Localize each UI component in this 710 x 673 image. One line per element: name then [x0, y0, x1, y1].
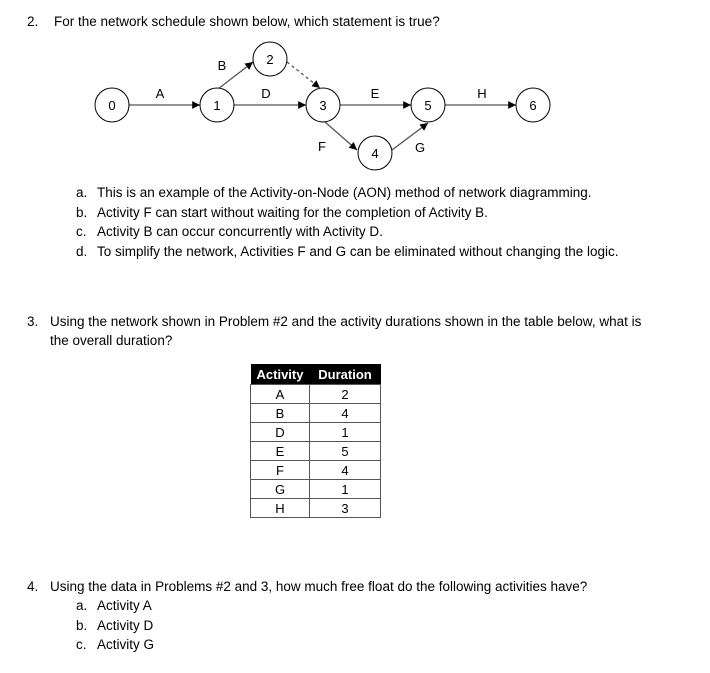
option-text: Activity F can start without waiting for the completion of Activity B. [97, 205, 488, 220]
table-row [251, 423, 381, 442]
q2-number: 2. [27, 14, 39, 29]
q2-text: For the network schedule shown below, which statement is true? [54, 14, 440, 29]
activity-label: H [477, 86, 487, 101]
q4-number: 4. [27, 579, 39, 594]
node-label: 1 [213, 98, 221, 113]
option-text: Activity D [97, 618, 154, 633]
option-letter: a. [76, 598, 88, 613]
activity-cell: F [251, 461, 310, 480]
table-row [251, 461, 381, 480]
table-row [251, 480, 381, 499]
activity-label: B [217, 58, 227, 73]
duration-table [250, 364, 381, 518]
table-row [251, 404, 381, 423]
duration-cell: 1 [310, 423, 381, 442]
node-label: 3 [319, 98, 327, 113]
duration-cell: 2 [310, 385, 381, 404]
activity-cell: H [251, 499, 310, 518]
option-text: Activity A [97, 598, 152, 613]
header-duration: Duration [310, 364, 381, 385]
option-letter: d. [76, 244, 88, 259]
activity-label: D [261, 86, 271, 101]
activity-cell: D [251, 423, 310, 442]
option-letter: c. [76, 224, 87, 239]
option-letter: b. [76, 205, 88, 220]
option-letter: c. [76, 637, 87, 652]
node-label: 5 [424, 98, 432, 113]
node-label: 2 [266, 52, 274, 67]
table-row [251, 499, 381, 518]
option-letter: a. [76, 185, 88, 200]
duration-cell: 3 [310, 499, 381, 518]
option-letter: b. [76, 618, 88, 633]
activity-cell: G [251, 480, 310, 499]
network-diagram [0, 0, 710, 180]
activity-label: F [318, 139, 326, 154]
q4-text: Using the data in Problems #2 and 3, how much free float do the following activities have? [50, 579, 588, 594]
node-label: 4 [371, 146, 379, 161]
q3-text-line1: Using the network shown in Problem #2 and the activity durations shown in the table below, what is [50, 314, 642, 329]
activity-label: G [414, 140, 426, 155]
activity-label: E [370, 86, 380, 101]
option-text: To simplify the network, Activities F and G can be eliminated without changing the logic. [97, 244, 619, 259]
header-activity: Activity [251, 364, 310, 385]
arrow-dummy [287, 62, 320, 88]
option-text: This is an example of the Activity-on-Node (AON) method of network diagramming. [97, 185, 592, 200]
option-text: Activity G [97, 637, 155, 652]
node-label: 6 [529, 98, 537, 113]
activity-cell: E [251, 442, 310, 461]
node-label: 0 [108, 98, 116, 113]
option-text: Activity B can occur concurrently with Activity D. [97, 224, 383, 239]
activity-label: A [155, 86, 165, 101]
q3-text-line2: the overall duration? [50, 333, 173, 348]
duration-cell: 4 [310, 404, 381, 423]
table-row [251, 442, 381, 461]
q3-number: 3. [27, 314, 39, 329]
activity-cell: B [251, 404, 310, 423]
activity-cell: A [251, 385, 310, 404]
duration-cell: 5 [310, 442, 381, 461]
duration-cell: 4 [310, 461, 381, 480]
table-row [251, 385, 381, 404]
arrow-f [325, 122, 357, 150]
duration-cell: 1 [310, 480, 381, 499]
